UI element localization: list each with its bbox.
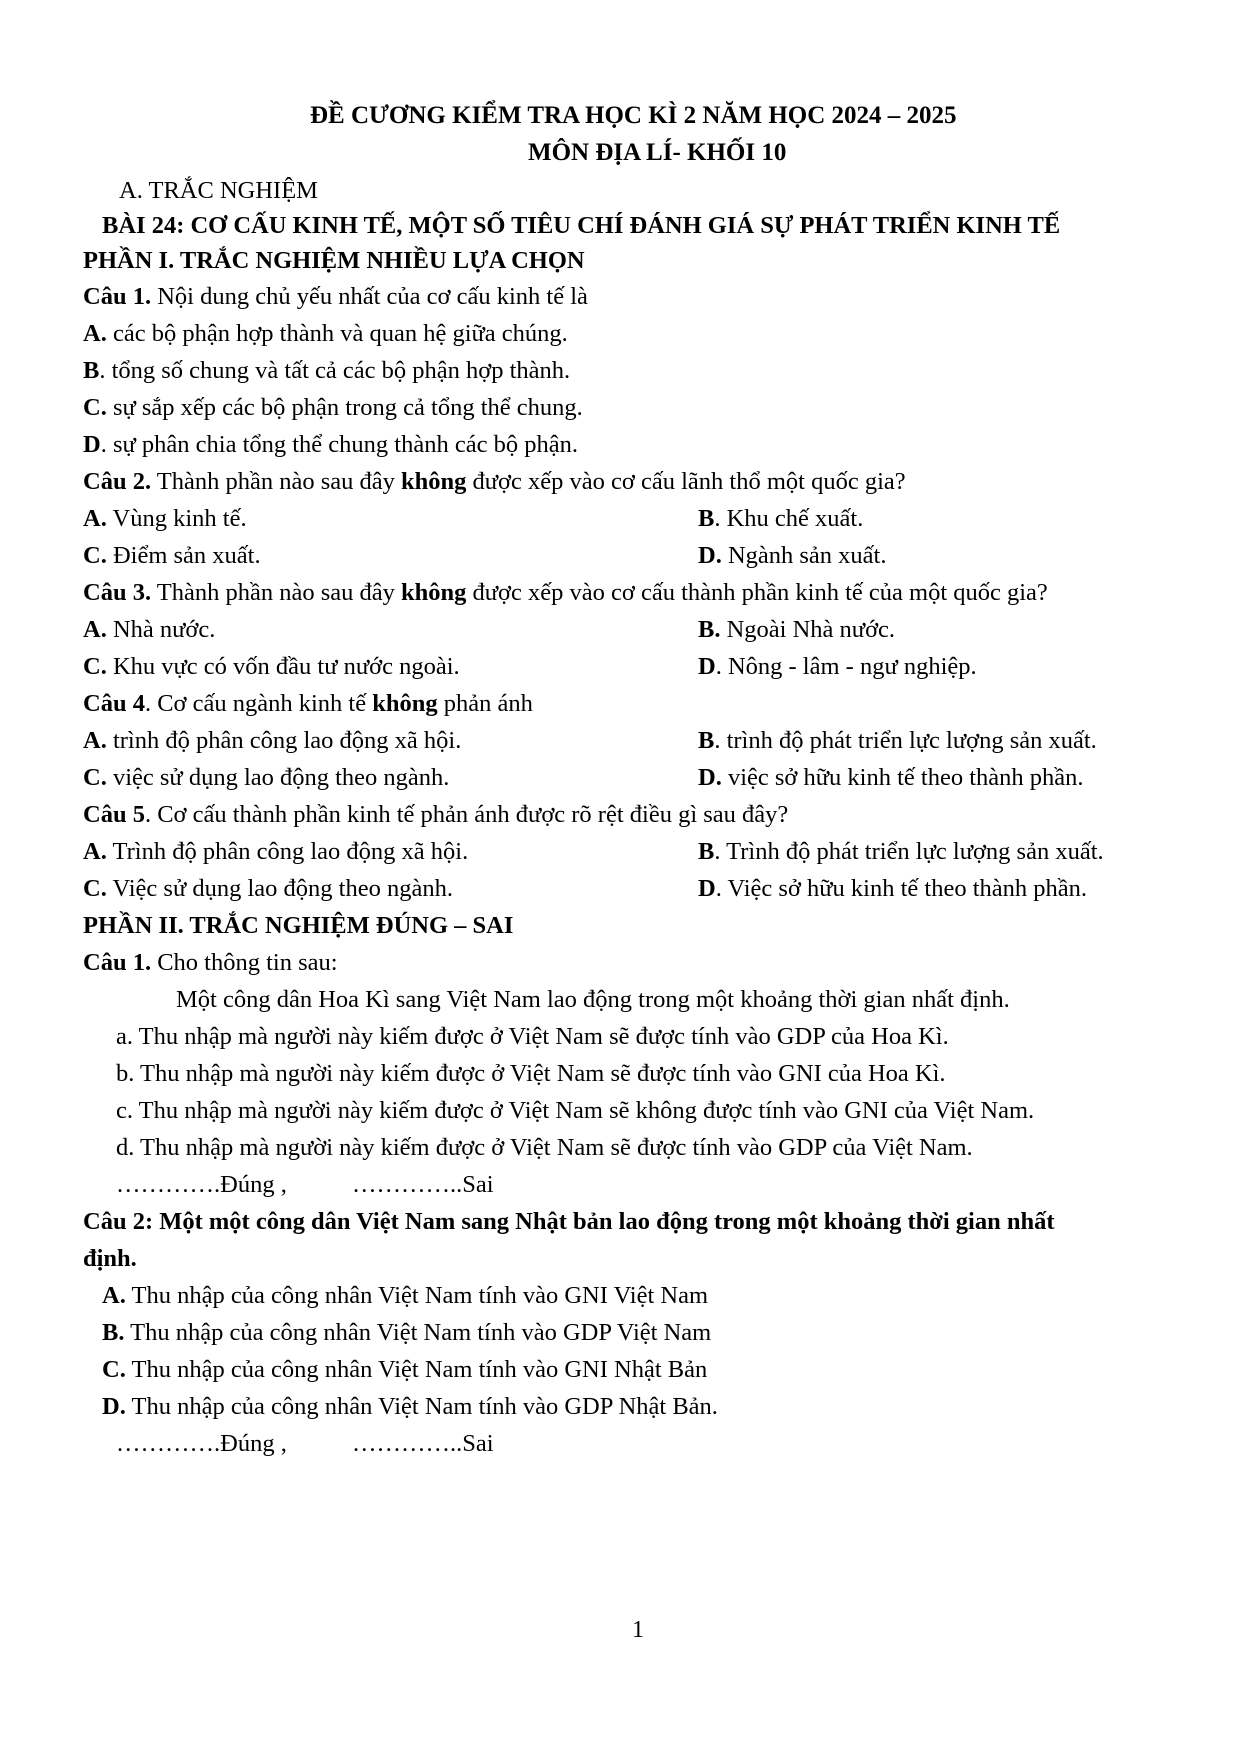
option-text: . trình độ phát triển lực lượng sản xuất. xyxy=(714,727,1097,754)
option-text: trình độ phân công lao động xã hội. xyxy=(106,727,462,754)
part2-q2-option-a xyxy=(102,1277,708,1314)
question-text: được xếp vào cơ cấu thành phần kinh tế của một quốc gia? xyxy=(466,579,1048,606)
option-key: A. xyxy=(83,320,107,347)
option-key: B xyxy=(698,727,715,754)
option-text: . Trình độ phát triển lực lượng sản xuất. xyxy=(714,838,1104,865)
part2-q1-statement-a: a. Thu nhập mà người này kiếm được ở Việt Nam sẽ được tính vào GDP của Hoa Kì. xyxy=(116,1023,949,1050)
q1-option-b xyxy=(83,352,570,389)
q1-option-c xyxy=(83,389,583,426)
q3-option-d xyxy=(698,648,977,685)
q3-option-b xyxy=(698,611,895,648)
part2-q1-info: Một công dân Hoa Kì sang Việt Nam lao động trong một khoảng thời gian nhất định. xyxy=(176,986,1010,1013)
option-text: Trình độ phân công lao động xã hội. xyxy=(106,838,469,865)
question-text: . Cơ cấu ngành kinh tế xyxy=(144,690,373,717)
option-text: . Việc sở hữu kinh tế theo thành phần. xyxy=(715,875,1088,902)
option-key: D. xyxy=(102,1393,126,1420)
question-text: được xếp vào cơ cấu lãnh thổ một quốc gia? xyxy=(466,468,906,495)
question-label: Câu 2. xyxy=(83,468,152,495)
option-key: C. xyxy=(83,542,107,569)
option-text: Ngành sản xuất. xyxy=(721,542,887,569)
part2-q1-statement-d: d. Thu nhập mà người này kiếm được ở Việt Nam sẽ được tính vào GDP của Việt Nam. xyxy=(116,1134,973,1161)
option-text: Thu nhập của công nhân Việt Nam tính vào GDP Nhật Bản. xyxy=(125,1393,718,1420)
q5-option-a xyxy=(83,833,468,870)
document-subtitle: MÔN ĐỊA LÍ- KHỐI 10 xyxy=(528,139,787,166)
question-label: Câu 1. xyxy=(83,283,152,310)
part2-q1-statement-b: b. Thu nhập mà người này kiếm được ở Việt Nam sẽ được tính vào GNI của Hoa Kì. xyxy=(116,1060,946,1087)
option-key: A. xyxy=(83,727,107,754)
part2-question-1 xyxy=(83,944,338,981)
question-text: Thành phần nào sau đây xyxy=(151,468,402,495)
q5-option-c xyxy=(83,870,453,907)
option-text: Nhà nước. xyxy=(106,616,216,643)
lesson-title: BÀI 24: CƠ CẤU KINH TẾ, MỘT SỐ TIÊU CHÍ ĐÁNH GIÁ SỰ PHÁT TRIỂN KINH TẾ xyxy=(102,212,1061,239)
q3-option-a xyxy=(83,611,215,648)
option-key: C. xyxy=(83,875,107,902)
option-key: B xyxy=(698,505,715,532)
part2-q2-answer-false: …………..Sai xyxy=(352,1430,494,1457)
option-key: A. xyxy=(83,616,107,643)
option-key: A. xyxy=(102,1282,126,1309)
question-4 xyxy=(83,685,533,722)
part2-q2-answer-true: ………….Đúng , xyxy=(116,1430,287,1457)
question-1 xyxy=(83,278,588,315)
option-key: A. xyxy=(83,505,107,532)
option-text: Điểm sản xuất. xyxy=(106,542,261,569)
option-key: A. xyxy=(83,838,107,865)
option-key: D xyxy=(698,875,716,902)
question-emphasis: không xyxy=(401,579,467,606)
q2-option-d xyxy=(698,537,887,574)
q1-option-d xyxy=(83,426,578,463)
document-title: ĐỀ CƯƠNG KIỂM TRA HỌC KÌ 2 NĂM HỌC 2024 – 2025 xyxy=(310,102,957,129)
q5-option-d xyxy=(698,870,1087,907)
option-key: C. xyxy=(102,1356,126,1383)
question-label: Câu 5 xyxy=(83,801,145,828)
question-label: Câu 3. xyxy=(83,579,152,606)
option-text: . sự phân chia tổng thể chung thành các bộ phận. xyxy=(100,431,578,458)
option-text: Thu nhập của công nhân Việt Nam tính vào GNI Việt Nam xyxy=(125,1282,709,1309)
option-key: D. xyxy=(698,764,722,791)
q2-option-c xyxy=(83,537,261,574)
question-label: Câu 1. xyxy=(83,949,152,976)
question-text: Nội dung chủ yếu nhất của cơ cấu kinh tế là xyxy=(151,283,588,310)
option-key: D xyxy=(698,653,716,680)
option-key: B. xyxy=(102,1319,125,1346)
option-text: việc sử dụng lao động theo ngành. xyxy=(106,764,450,791)
question-text: phản ánh xyxy=(437,690,533,717)
part2-q2-option-d xyxy=(102,1388,718,1425)
question-5 xyxy=(83,796,788,833)
q2-option-a xyxy=(83,500,247,537)
option-text: Ngoài Nhà nước. xyxy=(720,616,896,643)
part2-q1-statement-c: c. Thu nhập mà người này kiếm được ở Việt Nam sẽ không được tính vào GNI của Việt Nam. xyxy=(116,1097,1035,1124)
question-text: Cho thông tin sau: xyxy=(151,949,338,976)
question-emphasis: không xyxy=(372,690,438,717)
q2-option-b xyxy=(698,500,863,537)
q4-option-d xyxy=(698,759,1084,796)
option-text: Việc sử dụng lao động theo ngành. xyxy=(106,875,453,902)
option-key: B xyxy=(83,357,100,384)
question-2 xyxy=(83,463,906,500)
option-key: C. xyxy=(83,764,107,791)
option-key: D. xyxy=(698,542,722,569)
option-text: Khu vực có vốn đầu tư nước ngoài. xyxy=(106,653,460,680)
question-3 xyxy=(83,574,1048,611)
option-text: sự sắp xếp các bộ phận trong cả tổng thể chung. xyxy=(106,394,583,421)
question-emphasis: không xyxy=(401,468,467,495)
q4-option-b xyxy=(698,722,1097,759)
q5-option-b xyxy=(698,833,1104,870)
part2-heading: PHẦN II. TRẮC NGHIỆM ĐÚNG – SAI xyxy=(83,912,514,939)
option-text: Thu nhập của công nhân Việt Nam tính vào GDP Việt Nam xyxy=(124,1319,712,1346)
option-text: Thu nhập của công nhân Việt Nam tính vào GNI Nhật Bản xyxy=(125,1356,708,1383)
part1-heading: PHẦN I. TRẮC NGHIỆM NHIỀU LỰA CHỌN xyxy=(83,247,585,274)
part2-question-2-cont: định. xyxy=(83,1245,137,1272)
question-label: Câu 4 xyxy=(83,690,145,717)
q3-option-c xyxy=(83,648,460,685)
part2-q1-answer-true: ………….Đúng , xyxy=(116,1171,287,1198)
option-key: C. xyxy=(83,653,107,680)
page-number: 1 xyxy=(632,1617,644,1643)
option-text: việc sở hữu kinh tế theo thành phần. xyxy=(721,764,1084,791)
option-text: Vùng kinh tế. xyxy=(106,505,247,532)
section-heading-a: A. TRẮC NGHIỆM xyxy=(119,177,318,204)
part2-q2-option-b xyxy=(102,1314,711,1351)
option-key: B xyxy=(698,838,715,865)
option-text: . tổng số chung và tất cả các bộ phận hợp thành. xyxy=(99,357,571,384)
question-text: Thành phần nào sau đây xyxy=(151,579,402,606)
q4-option-a xyxy=(83,722,461,759)
option-key: D xyxy=(83,431,101,458)
question-text: Một một công dân Việt Nam sang Nhật bản lao động trong một khoảng thời gian nhất xyxy=(153,1208,1055,1235)
part2-question-2 xyxy=(83,1203,1054,1240)
part2-q2-option-c xyxy=(102,1351,707,1388)
part2-q1-answer-false: …………..Sai xyxy=(352,1171,494,1198)
question-text: . Cơ cấu thành phần kinh tế phản ánh được rõ rệt điều gì sau đây? xyxy=(144,801,789,828)
option-key: C. xyxy=(83,394,107,421)
option-text: . Nông - lâm - ngư nghiệp. xyxy=(715,653,977,680)
q1-option-a xyxy=(83,315,568,352)
q4-option-c xyxy=(83,759,449,796)
option-text: các bộ phận hợp thành và quan hệ giữa chúng. xyxy=(106,320,568,347)
question-label: Câu 2: xyxy=(83,1208,154,1235)
option-text: . Khu chế xuất. xyxy=(714,505,864,532)
option-key: B. xyxy=(698,616,721,643)
